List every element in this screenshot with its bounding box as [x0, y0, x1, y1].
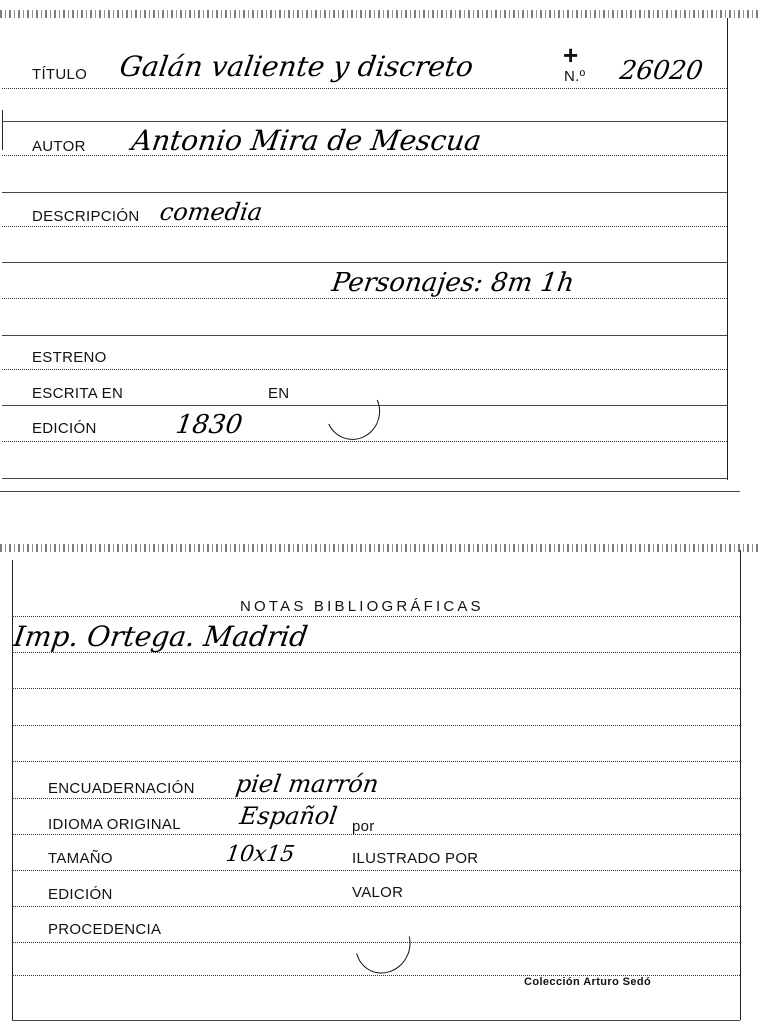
- encuadernacion-label: ENCUADERNACIÓN: [48, 780, 195, 797]
- card-right-border: [740, 550, 741, 1020]
- card-top-edge: [0, 544, 759, 552]
- rule: [2, 369, 727, 370]
- rule: [2, 478, 727, 479]
- number-value: 26020: [617, 56, 705, 86]
- rule: [2, 88, 727, 89]
- number-label: N.º: [564, 68, 586, 85]
- rule: [12, 798, 740, 799]
- procedencia-label: PROCEDENCIA: [48, 921, 162, 938]
- edicion-label: EDICIÓN: [32, 420, 97, 437]
- rule: [2, 192, 727, 193]
- idioma-value: Español: [238, 802, 340, 830]
- estreno-label: ESTRENO: [32, 349, 107, 366]
- rule: [12, 906, 740, 907]
- personajes-value: Personajes: 8m 1h: [329, 268, 577, 298]
- catalog-card-bottom: [0, 540, 759, 1028]
- ilustrado-label: ILUSTRADO POR: [352, 850, 479, 867]
- en-label: EN: [268, 385, 290, 402]
- collection-credit: Colección Arturo Sedó: [524, 976, 652, 988]
- author-value: Antonio Mira de Mescua: [129, 124, 484, 157]
- rule: [12, 725, 740, 726]
- rule: [12, 870, 740, 871]
- rule: [12, 688, 740, 689]
- rule: [2, 262, 727, 263]
- description-value: comedia: [158, 198, 265, 226]
- punch-hole: [318, 376, 388, 447]
- tamano-value: 10x15: [224, 842, 297, 867]
- catalog-card-top: [0, 0, 759, 500]
- notes-heading: NOTAS BIBLIOGRÁFICAS: [240, 598, 484, 615]
- title-value: Galán valiente y discreto: [117, 50, 476, 83]
- valor-label: VALOR: [352, 884, 404, 901]
- rule: [12, 1020, 740, 1021]
- card-top-edge: [0, 10, 759, 18]
- rule: [2, 121, 727, 122]
- rule: [12, 616, 740, 617]
- notes-value: Imp. Ortega. Madrid: [11, 620, 310, 653]
- rule: [12, 761, 740, 762]
- idioma-label: IDIOMA ORIGINAL: [48, 816, 181, 833]
- title-label: TÍTULO: [32, 66, 88, 83]
- card-left-border: [12, 560, 13, 1020]
- card-right-border: [727, 18, 728, 480]
- tamano-label: TAMAÑO: [48, 850, 113, 867]
- escrita-label: ESCRITA EN: [32, 385, 124, 402]
- punch-hole: [345, 906, 421, 983]
- rule: [0, 491, 740, 492]
- description-label: DESCRIPCIÓN: [32, 208, 140, 225]
- edicion-label: EDICIÓN: [48, 886, 113, 903]
- encuadernacion-value: piel marrón: [234, 770, 381, 798]
- author-label: AUTOR: [32, 138, 86, 155]
- rule: [2, 226, 727, 227]
- edicion-value: 1830: [173, 410, 245, 440]
- rule: [2, 441, 727, 442]
- cross-mark: +: [563, 40, 579, 70]
- card-left-border: [2, 110, 3, 150]
- rule: [12, 834, 740, 835]
- rule: [2, 298, 727, 299]
- rule: [2, 335, 727, 336]
- por-label: por: [352, 818, 375, 835]
